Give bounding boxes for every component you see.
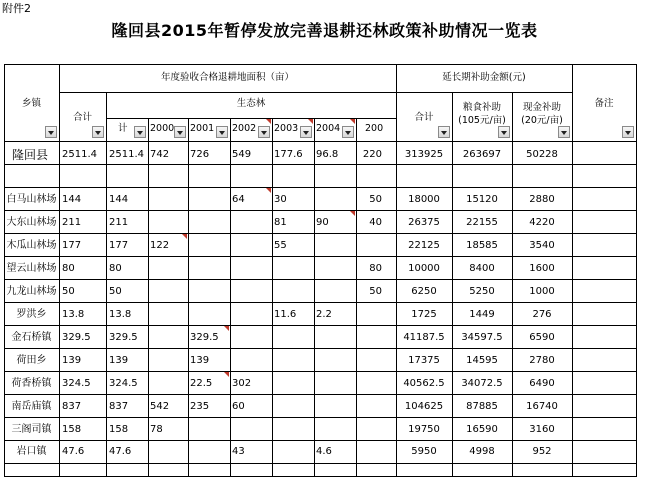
- header-remark: 备注: [594, 98, 614, 109]
- cell-total: 211: [62, 217, 82, 228]
- page-title: 隆回县2015年暂停发放完善退耕还林政策补助情况一览表: [111, 21, 538, 40]
- cell-total: 139: [62, 355, 82, 366]
- header-eco-forest: 生态林: [236, 98, 266, 109]
- cell-y2000: 78: [150, 424, 163, 435]
- cell-y2005: 50: [369, 194, 382, 205]
- cell-y2001: 235: [190, 401, 210, 412]
- cell-sub-total: 104625: [404, 401, 444, 412]
- cell-y2001: 329.5: [190, 332, 219, 343]
- cell-sub-total: 6250: [411, 286, 437, 297]
- filter-dropdown-2001[interactable]: [216, 126, 228, 138]
- cell-name: 罗洪乡: [16, 309, 47, 320]
- cell-y2005: 80: [369, 263, 382, 274]
- cell-total: 13.8: [62, 309, 85, 320]
- cell-y2003: 55: [274, 240, 287, 251]
- cell-cash: 6490: [529, 378, 555, 389]
- filter-dropdown-eco-total[interactable]: [134, 126, 146, 138]
- cell-grain: 14595: [466, 355, 498, 366]
- cell-sub-total: 1725: [411, 309, 437, 320]
- filter-dropdown-township[interactable]: [45, 126, 57, 138]
- header-year-2004: 2004: [316, 123, 341, 134]
- cell-grain: 5250: [469, 286, 495, 297]
- header-township: 乡镇: [21, 98, 41, 109]
- filter-dropdown-2004[interactable]: [342, 126, 354, 138]
- header-year-2000: 2000: [150, 123, 175, 134]
- cell-cash: 16740: [526, 401, 558, 412]
- cell-cash: 2780: [529, 355, 555, 366]
- cell-cash: 1000: [529, 286, 555, 297]
- cell-y2004: 4.6: [316, 446, 332, 457]
- cell-eco: 158: [109, 424, 129, 435]
- cell-eco: 329.5: [109, 332, 138, 343]
- header-subsidy-total: 合计: [414, 112, 434, 123]
- cell-total: 2511.4: [62, 149, 97, 160]
- comment-indicator[interactable]: [266, 119, 271, 124]
- cell-y2001: 139: [190, 355, 210, 366]
- cell-sub-total: 41187.5: [403, 332, 445, 343]
- header-year-2005: 200: [365, 123, 384, 134]
- cell-eco: 47.6: [109, 446, 132, 457]
- cell-grain: 87885: [466, 401, 498, 412]
- cell-sub-total: 26375: [408, 217, 440, 228]
- cell-name: 望云山林场: [6, 263, 57, 274]
- cell-total: 144: [62, 194, 82, 205]
- cell-sub-total: 40562.5: [403, 378, 445, 389]
- header-subsidy-group: 延长期补助金额(元): [442, 72, 526, 83]
- cell-grain: 8400: [469, 263, 495, 274]
- cell-name: 三阁司镇: [11, 424, 52, 435]
- cell-total: 47.6: [62, 446, 85, 457]
- cell-eco: 80: [109, 263, 122, 274]
- header-cash-subsidy: 现金补助: [522, 102, 561, 113]
- cell-name: 白马山林场: [6, 194, 57, 205]
- cell-y2002: 302: [232, 378, 252, 389]
- cell-name: 岩口镇: [16, 446, 47, 457]
- cell-cash: 3160: [529, 424, 555, 435]
- filter-dropdown-grain[interactable]: [498, 126, 510, 138]
- filter-dropdown-remark[interactable]: [622, 126, 634, 138]
- cell-y2003: 177.6: [274, 149, 303, 160]
- cell-y2001: 22.5: [190, 378, 213, 389]
- cell-y2001: 726: [190, 149, 210, 160]
- filter-dropdown-area-total[interactable]: [92, 126, 104, 138]
- comment-indicator[interactable]: [224, 372, 229, 377]
- filter-dropdown-2002[interactable]: [258, 126, 270, 138]
- cell-y2003: 30: [274, 194, 287, 205]
- cell-y2004: 96.8: [316, 149, 339, 160]
- header-eco-total: 计: [118, 123, 128, 134]
- comment-indicator[interactable]: [182, 234, 187, 239]
- comment-indicator[interactable]: [224, 326, 229, 331]
- cell-name: 南岳庙镇: [11, 401, 52, 412]
- cell-cash: 952: [532, 446, 552, 457]
- cell-name: 荷香桥镇: [11, 378, 52, 389]
- cell-grain: 16590: [466, 424, 498, 435]
- cell-total: 158: [62, 424, 82, 435]
- cell-cash: 1600: [529, 263, 555, 274]
- cell-eco: 2511.4: [109, 149, 144, 160]
- cell-name: 大东山林场: [6, 217, 57, 228]
- cell-eco: 211: [109, 217, 129, 228]
- cell-total: 329.5: [62, 332, 91, 343]
- cell-cash: 50228: [526, 149, 558, 160]
- cell-sub-total: 10000: [408, 263, 440, 274]
- cell-sub-total: 18000: [408, 194, 440, 205]
- comment-indicator[interactable]: [350, 211, 355, 216]
- cell-y2002: 60: [232, 401, 245, 412]
- cell-y2005: 50: [369, 286, 382, 297]
- cell-total: 50: [62, 286, 75, 297]
- cell-y2002: 43: [232, 446, 245, 457]
- cell-cash: 6590: [529, 332, 555, 343]
- cell-grain: 34072.5: [461, 378, 503, 389]
- cell-total: 177: [62, 240, 82, 251]
- comment-indicator[interactable]: [266, 188, 271, 193]
- cell-sub-total: 22125: [408, 240, 440, 251]
- cell-name: 金石桥镇: [11, 332, 52, 343]
- cell-y2004: 2.2: [316, 309, 332, 320]
- header-grain-rate: (105元/亩): [458, 115, 506, 126]
- cell-total: 324.5: [62, 378, 91, 389]
- header-area-group: 年度验收合格退耕地面积（亩）: [160, 72, 294, 83]
- cell-name: 九龙山林场: [6, 286, 57, 297]
- cell-sub-total: 5950: [411, 446, 437, 457]
- cell-y2000: 542: [150, 401, 170, 412]
- cell-grain: 4998: [469, 446, 495, 457]
- cell-total: 837: [62, 401, 82, 412]
- cell-y2005: 40: [369, 217, 382, 228]
- cell-grain: 263697: [462, 149, 502, 160]
- cell-cash: 276: [532, 309, 552, 320]
- cell-sub-total: 313925: [404, 149, 444, 160]
- cell-grain: 34597.5: [461, 332, 503, 343]
- cell-grain: 18585: [466, 240, 498, 251]
- filter-dropdown-subsidy-total[interactable]: [438, 126, 450, 138]
- cell-y2000: 742: [150, 149, 170, 160]
- cell-y2000: 122: [150, 240, 170, 251]
- header-area-total: 合计: [72, 112, 92, 123]
- cell-eco: 139: [109, 355, 129, 366]
- cell-eco: 144: [109, 194, 129, 205]
- cell-grain: 15120: [466, 194, 498, 205]
- header-year-2003: 2003: [274, 123, 299, 134]
- header-year-2001: 2001: [190, 123, 215, 134]
- cell-name: 隆回县: [12, 148, 49, 162]
- header-grain-subsidy: 粮食补助: [462, 102, 501, 113]
- cell-name: 荷田乡: [16, 355, 47, 366]
- comment-indicator[interactable]: [308, 119, 313, 124]
- cell-eco: 177: [109, 240, 129, 251]
- filter-dropdown-2003[interactable]: [300, 126, 312, 138]
- filter-dropdown-cash[interactable]: [558, 126, 570, 138]
- cell-eco: 837: [109, 401, 129, 412]
- comment-indicator[interactable]: [350, 119, 355, 124]
- cell-grain: 22155: [466, 217, 498, 228]
- cell-y2003: 81: [274, 217, 287, 228]
- cell-grain: 1449: [469, 309, 495, 320]
- cell-y2005: 220: [362, 149, 382, 160]
- cell-eco: 50: [109, 286, 122, 297]
- cell-eco: 324.5: [109, 378, 138, 389]
- cell-y2004: 90: [316, 217, 329, 228]
- cell-name: 木瓜山林场: [6, 240, 57, 251]
- cell-y2002: 64: [232, 194, 245, 205]
- cell-y2002: 549: [232, 149, 252, 160]
- cell-total: 80: [62, 263, 75, 274]
- cell-sub-total: 19750: [408, 424, 440, 435]
- cell-cash: 3540: [529, 240, 555, 251]
- filter-dropdown-2000[interactable]: [174, 126, 186, 138]
- header-cash-rate: (20元/亩): [521, 115, 563, 126]
- header-year-2002: 2002: [232, 123, 257, 134]
- cell-y2003: 11.6: [274, 309, 297, 320]
- attachment-label: 附件2: [2, 2, 31, 15]
- cell-cash: 2880: [529, 194, 555, 205]
- cell-eco: 13.8: [109, 309, 132, 320]
- cell-cash: 4220: [529, 217, 555, 228]
- cell-sub-total: 17375: [408, 355, 440, 366]
